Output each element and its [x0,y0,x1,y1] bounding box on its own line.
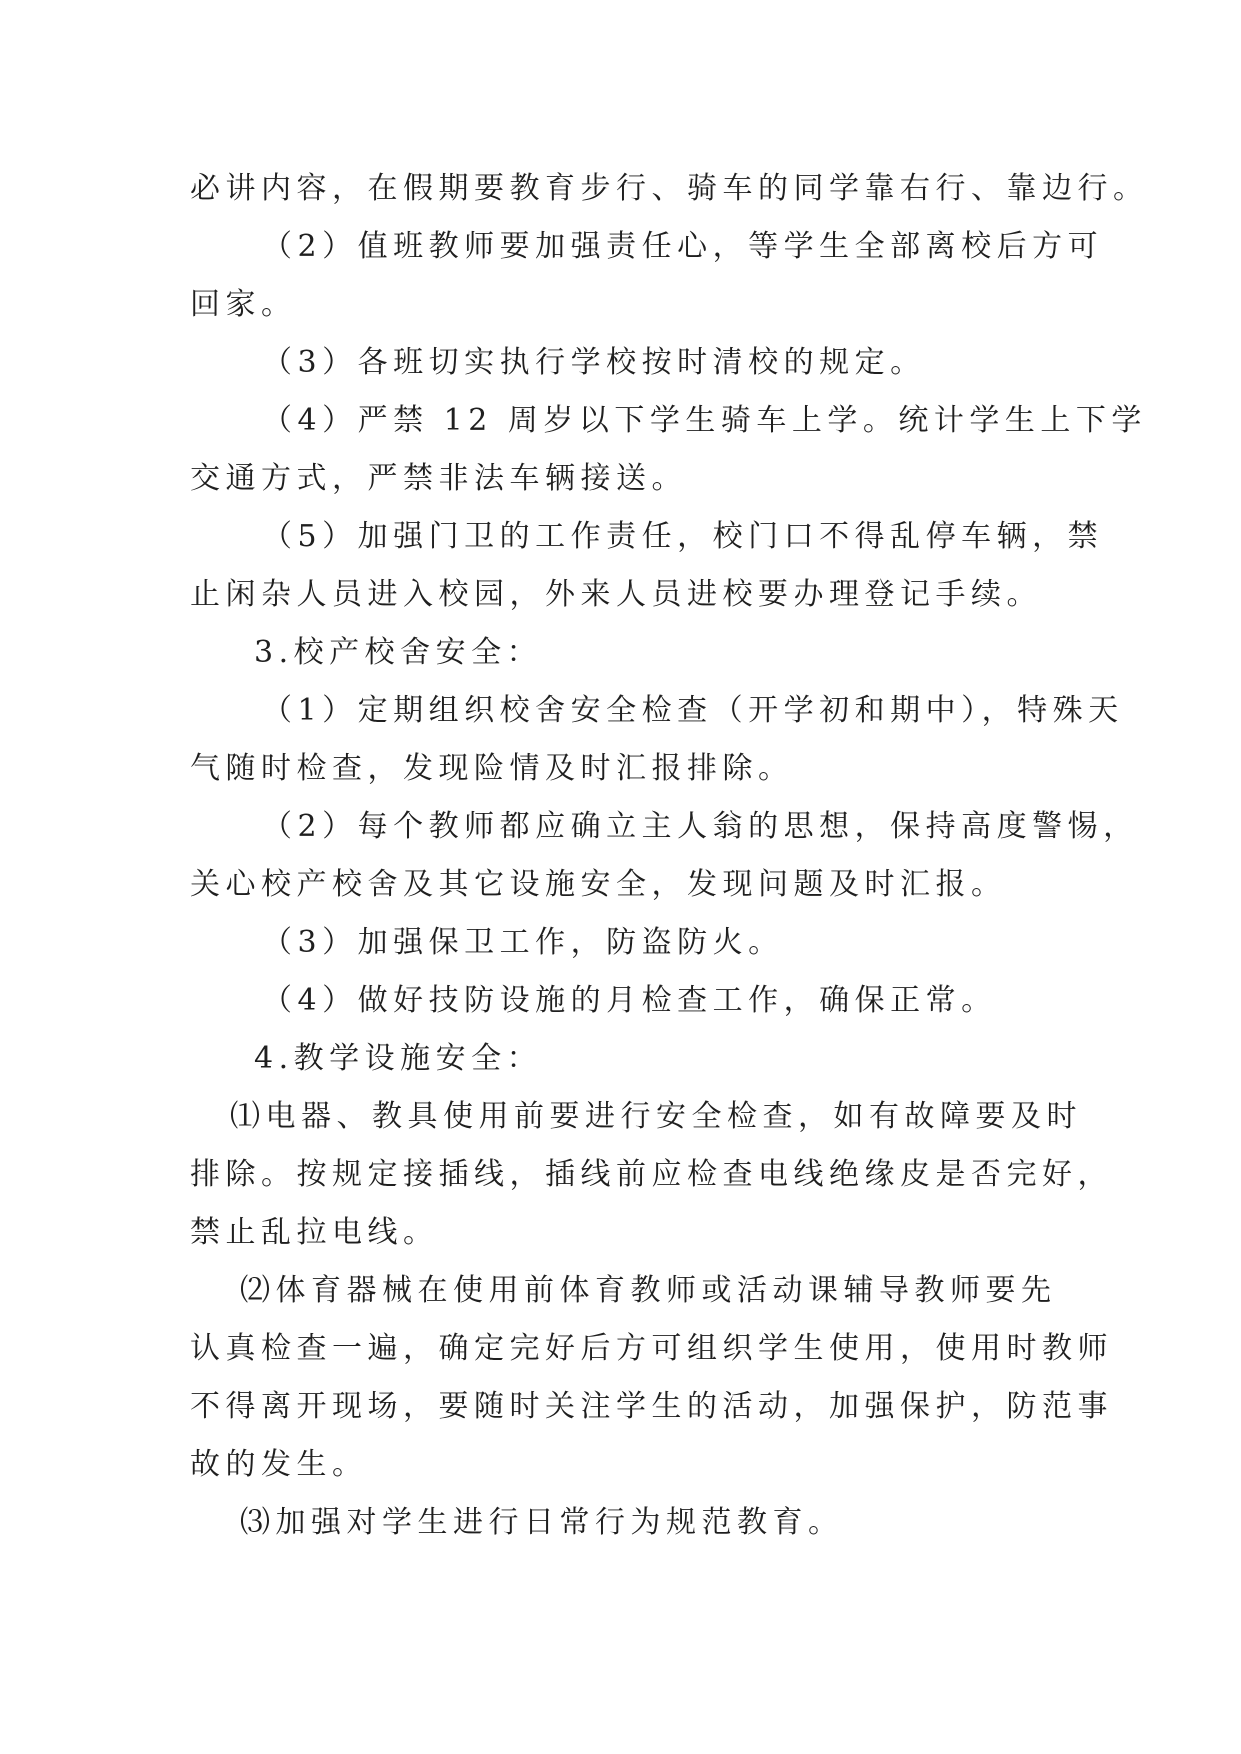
text-line: 回家。 [190,287,297,322]
text-line: （3）各班切实执行学校按时清校的规定。 [262,345,926,380]
text-line: ⑶加强对学生进行日常行为规范教育。 [240,1505,844,1540]
text-line: ⑵体育器械在使用前体育教师或活动课辅导教师要先 [240,1273,1057,1308]
text-line: （5）加强门卫的工作责任，校门口不得乱停车辆，禁 [262,519,1104,554]
document-body [190,160,1149,1552]
text-line: （2）值班教师要加强责任心，等学生全部离校后方可 [262,229,1104,264]
text-line: 气随时检查，发现险情及时汇报排除。 [190,751,794,786]
text-line: ⑴电器、教具使用前要进行安全检查，如有故障要及时 [230,1099,1082,1134]
text-line: 故的发生。 [190,1447,368,1482]
text-line: 排除。按规定接插线，插线前应检查电线绝缘皮是否完好， [190,1157,1113,1192]
text-line: 禁止乱拉电线。 [190,1215,439,1250]
text-line: （1）定期组织校舍安全检查（开学初和期中），特殊天 [262,693,1124,728]
text-line: 不得离开现场，要随时关注学生的活动，加强保护，防范事 [190,1389,1113,1424]
text-line: 交通方式，严禁非法车辆接送。 [190,461,687,496]
text-line: （4）做好技防设施的月检查工作，确保正常。 [262,983,997,1018]
text-line: 止闲杂人员进入校园，外来人员进校要办理登记手续。 [190,577,1042,612]
text-line: （3）加强保卫工作，防盗防火。 [262,925,784,960]
section-heading: 4.教学设施安全： [254,1041,543,1076]
text-line: 认真检查一遍，确定完好后方可组织学生使用，使用时教师 [190,1331,1113,1366]
text-line: 关心校产校舍及其它设施安全，发现问题及时汇报。 [190,867,1007,902]
text-line: （2）每个教师都应确立主人翁的思想，保持高度警惕， [262,809,1139,844]
section-heading: 3.校产校舍安全： [254,635,543,670]
text-line: 必讲内容，在假期要教育步行、骑车的同学靠右行、靠边行。 [190,171,1149,206]
text-line: （4）严禁 12 周岁以下学生骑车上学。统计学生上下学 [262,403,1147,438]
